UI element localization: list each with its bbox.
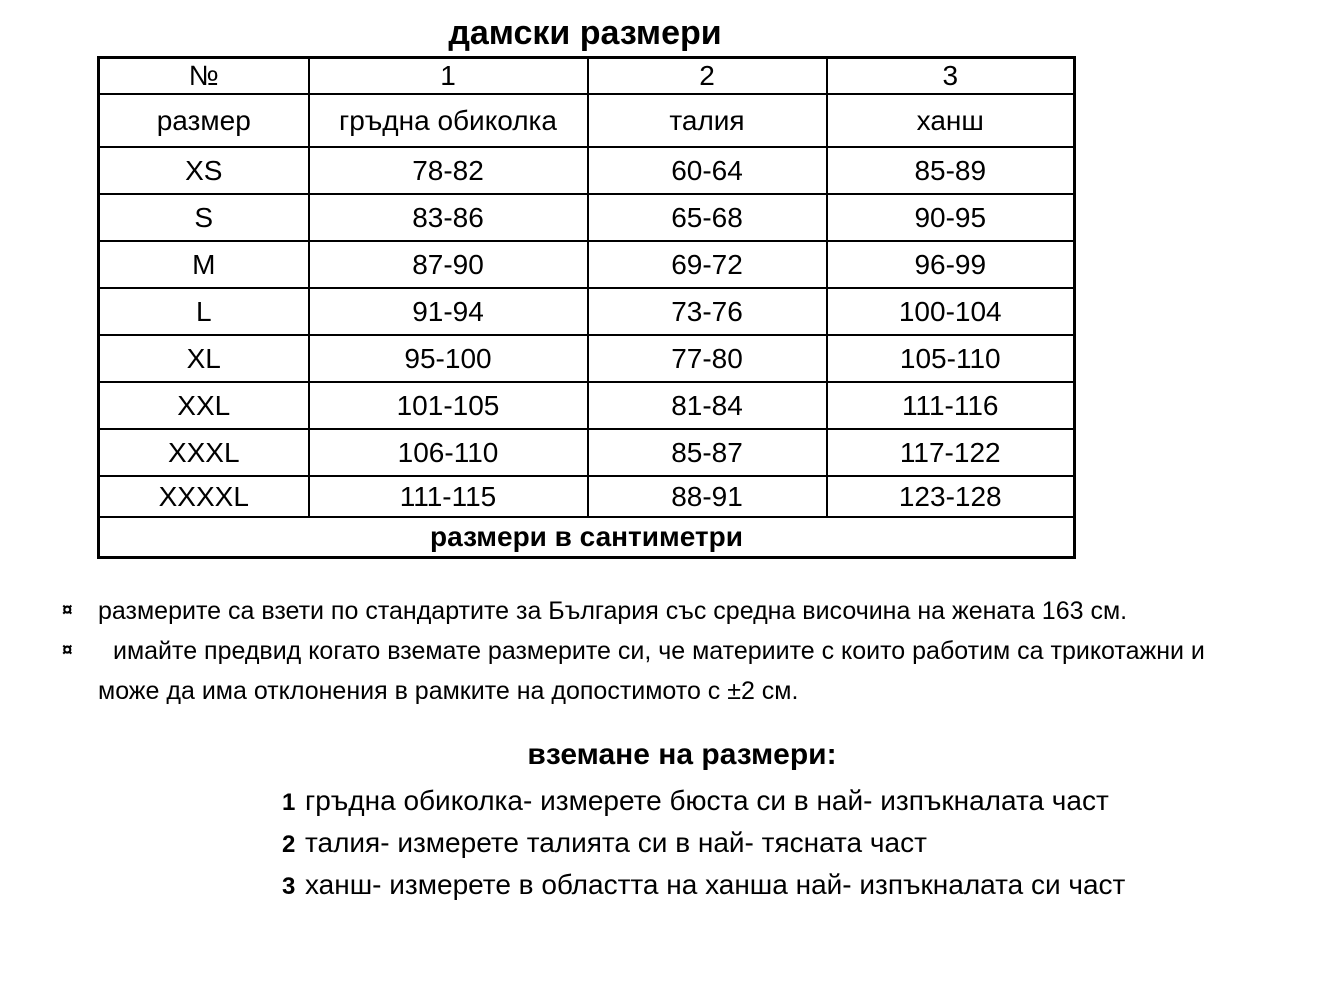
size-cell: XXXL: [99, 429, 309, 476]
column-number-cell: 3: [827, 58, 1075, 95]
size-cell: M: [99, 241, 309, 288]
item-text: ханш- измерете в областта на ханша най- изпъкналата си част: [305, 869, 1126, 900]
chest-cell: 95-100: [309, 335, 588, 382]
currency-bullet-icon: ¤: [62, 640, 73, 661]
item-text: гръдна обиколка- измерете бюста си в най- изпъкналата част: [305, 785, 1109, 816]
column-label-cell: ханш: [827, 94, 1075, 147]
chest-cell: 78-82: [309, 147, 588, 194]
table-header-number-row: [99, 58, 1075, 95]
notes-section: [62, 591, 1330, 711]
currency-bullet-icon: ¤: [62, 600, 73, 621]
waist-cell: 88-91: [588, 476, 827, 517]
item-text: талия- измерете талията си в най- тясната част: [305, 827, 927, 858]
waist-cell: 85-87: [588, 429, 827, 476]
waist-cell: 73-76: [588, 288, 827, 335]
size-cell: XL: [99, 335, 309, 382]
hips-cell: 117-122: [827, 429, 1075, 476]
size-table: [97, 56, 1076, 559]
measuring-heading: вземане на размери:: [527, 738, 837, 771]
item-number: 2: [282, 831, 296, 858]
note-item: [62, 591, 1330, 631]
waist-cell: 81-84: [588, 382, 827, 429]
size-cell: L: [99, 288, 309, 335]
table-row-xxxl: [99, 429, 1075, 476]
item-number: 1: [282, 789, 296, 816]
waist-cell: 77-80: [588, 335, 827, 382]
measuring-item: [282, 781, 1330, 823]
size-cell: XXXXL: [99, 476, 309, 517]
table-row-xxxxl: [99, 476, 1075, 517]
hips-cell: 100-104: [827, 288, 1075, 335]
table-footer-label: размери в сантиметри: [99, 517, 1075, 558]
table-footer-row: [99, 517, 1075, 558]
table-row-l: [99, 288, 1075, 335]
waist-cell: 65-68: [588, 194, 827, 241]
chest-cell: 106-110: [309, 429, 588, 476]
table-row-m: [99, 241, 1075, 288]
item-number: 3: [282, 873, 296, 900]
hips-cell: 96-99: [827, 241, 1075, 288]
measuring-item: [282, 823, 1330, 865]
note-item: [62, 631, 1330, 711]
size-cell: XXL: [99, 382, 309, 429]
column-number-cell: 2: [588, 58, 827, 95]
waist-cell: 69-72: [588, 241, 827, 288]
hips-cell: 90-95: [827, 194, 1075, 241]
page-title: дамски размери: [448, 14, 722, 52]
hips-cell: 123-128: [827, 476, 1075, 517]
note-text: размерите са взети по стандартите за България със средна височина на жената 163 см.: [98, 597, 1128, 625]
chest-cell: 101-105: [309, 382, 588, 429]
hips-cell: 111-116: [827, 382, 1075, 429]
chest-cell: 91-94: [309, 288, 588, 335]
table-row-xs: [99, 147, 1075, 194]
measuring-item: [282, 865, 1330, 907]
column-label-cell: гръдна обиколка: [309, 94, 588, 147]
waist-cell: 60-64: [588, 147, 827, 194]
table-row-xxl: [99, 382, 1075, 429]
chest-cell: 87-90: [309, 241, 588, 288]
table-header-label-row: [99, 94, 1075, 147]
table-row-xl: [99, 335, 1075, 382]
table-row-s: [99, 194, 1075, 241]
measuring-list: [282, 781, 1330, 907]
size-cell: S: [99, 194, 309, 241]
chest-cell: 83-86: [309, 194, 588, 241]
column-number-cell: 1: [309, 58, 588, 95]
hips-cell: 85-89: [827, 147, 1075, 194]
chest-cell: 111-115: [309, 476, 588, 517]
column-label-cell: талия: [588, 94, 827, 147]
note-text: имайте предвид когато вземате размерите си, че материите с които работим са трикотажни и може да има отклонения в рамките на допостимото с ±2 см.: [98, 637, 1205, 705]
column-label-cell: размер: [99, 94, 309, 147]
column-number-cell: №: [99, 58, 309, 95]
hips-cell: 105-110: [827, 335, 1075, 382]
size-cell: XS: [99, 147, 309, 194]
